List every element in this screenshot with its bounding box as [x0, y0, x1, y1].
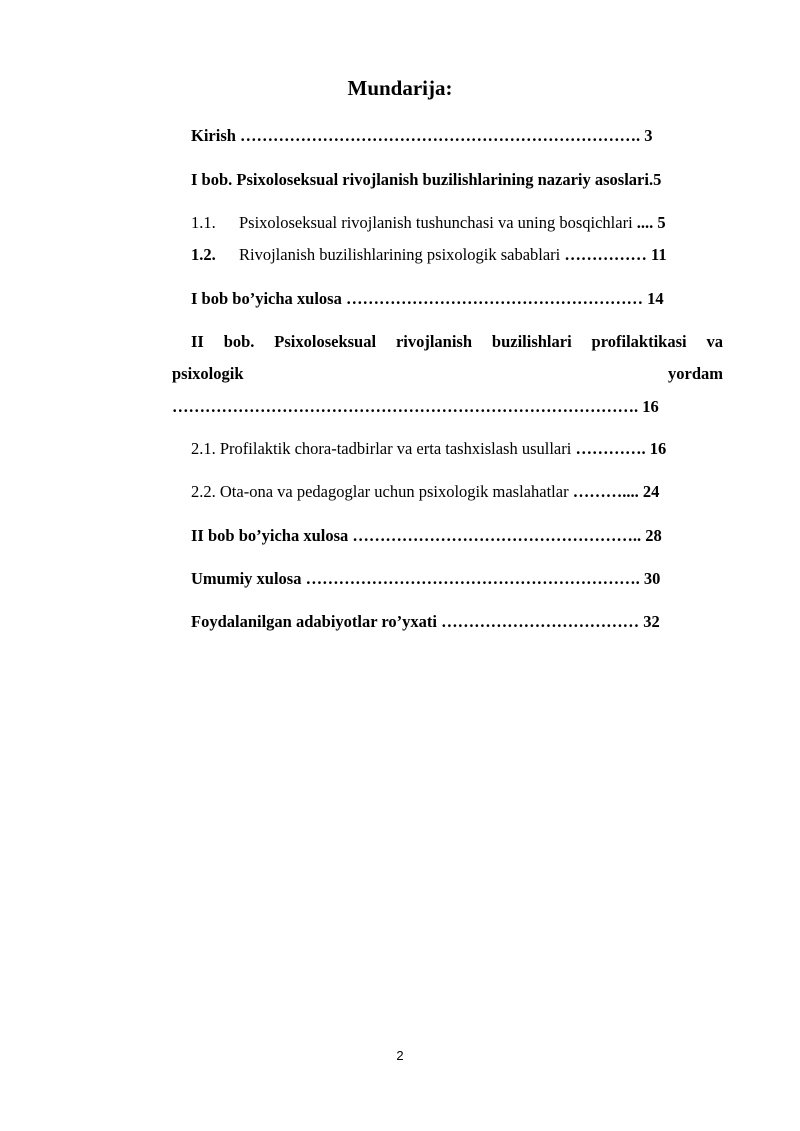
section-title: Psixoloseksual rivojlanish tushunchasi va uning bosqichlari	[239, 213, 633, 232]
section-number: 1.2.	[191, 245, 216, 264]
toc-references[interactable]: Foydalanilgan adabiyotlar ro’yxati ……………………………… 32	[191, 612, 660, 631]
section-number: 1.1.	[191, 213, 216, 232]
toc-chapter-2-line-3[interactable]: …………………………………………………………………………. 16	[172, 397, 659, 416]
word: psixologik	[172, 364, 244, 383]
section-page: .... 5	[632, 213, 666, 232]
page-number: 2	[396, 1048, 404, 1063]
section-page: …………. 16	[571, 439, 667, 458]
toc-section-1-2[interactable]	[191, 245, 723, 265]
section-page: …………… 11	[560, 245, 667, 264]
toc-chapter-1-summary[interactable]: I bob bo’yicha xulosa ……………………………………………… 14	[191, 289, 664, 308]
toc-section-2-2[interactable]	[191, 482, 723, 502]
toc-general-summary[interactable]: Umumiy xulosa ……………………………………………………. 30	[191, 569, 661, 588]
toc-kirish[interactable]: Kirish ………………………………………………………………. 3	[191, 126, 653, 145]
word: II	[191, 332, 204, 351]
section-title: 2.2. Ota-ona va pedagoglar uchun psixologik maslahatlar	[191, 482, 569, 501]
toc-chapter-2-line-1[interactable]	[191, 332, 723, 352]
word: yordam	[668, 364, 723, 383]
toc-section-1-1[interactable]	[191, 213, 723, 233]
word: Psixoloseksual	[274, 332, 377, 351]
page-title: Mundarija:	[347, 76, 453, 100]
section-title: Rivojlanish buzilishlarining psixologik sabablari	[239, 245, 561, 264]
toc-chapter-2-line-2[interactable]	[172, 364, 723, 384]
toc-section-2-1[interactable]	[191, 439, 723, 459]
word: bob.	[223, 332, 255, 351]
word: profilaktikasi	[591, 332, 687, 351]
word: buzilishlari	[491, 332, 572, 351]
section-title: 2.1. Profilaktik chora-tadbirlar va erta tashxislash usullari	[191, 439, 572, 458]
word: va	[706, 332, 723, 351]
toc-chapter-2-summary[interactable]: II bob bo’yicha xulosa …………………………………………….. 28	[191, 526, 662, 545]
word: rivojlanish	[395, 332, 473, 351]
section-page: ……….... 24	[568, 482, 660, 501]
toc-chapter-1[interactable]: I bob. Psixoloseksual rivojlanish buzilishlarining nazariy asoslari.5	[191, 170, 662, 189]
